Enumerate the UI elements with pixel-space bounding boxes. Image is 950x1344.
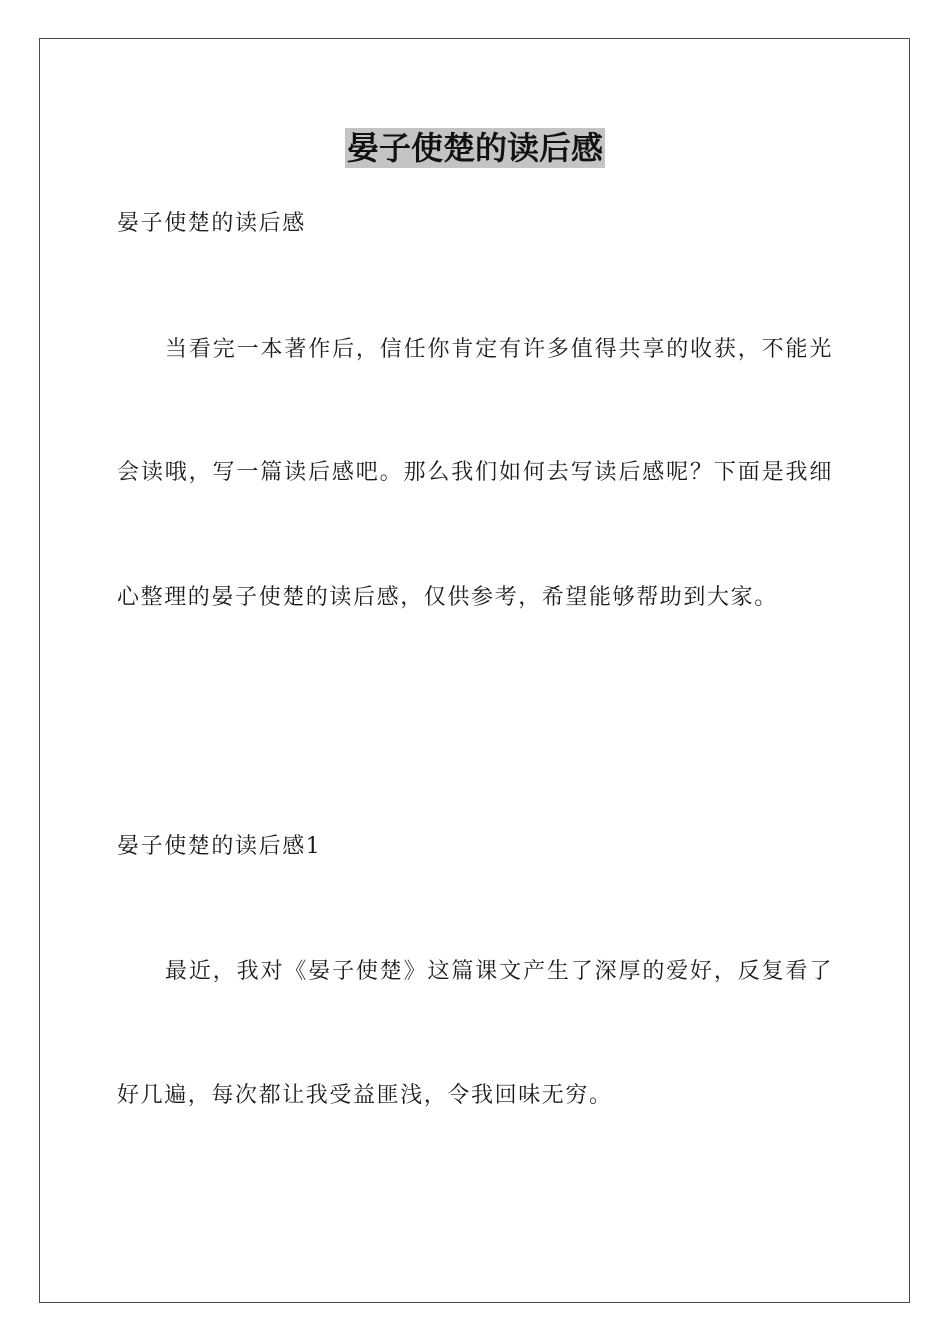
section-1-line-1: 最近，我对《晏子使楚》这篇课文产生了深厚的爱好，反复看了 — [165, 959, 833, 984]
intro-line-2: 会读哦，写一篇读后感吧。那么我们如何去写读后感呢？下面是我细 — [117, 460, 833, 485]
section-1-line-2: 好几遍，每次都让我受益匪浅，令我回味无穷。 — [117, 1083, 613, 1108]
section-1-heading: 晏子使楚的读后感1 — [117, 834, 322, 859]
document-title: 晏子使楚的读后感 — [346, 129, 603, 167]
document-subtitle: 晏子使楚的读后感 — [117, 211, 306, 236]
intro-line-3: 心整理的晏子使楚的读后感，仅供参考，希望能够帮助到大家。 — [117, 585, 778, 610]
title-container — [0, 128, 950, 168]
intro-line-1: 当看完一本著作后，信任你肯定有许多值得共享的收获，不能光 — [165, 337, 833, 362]
